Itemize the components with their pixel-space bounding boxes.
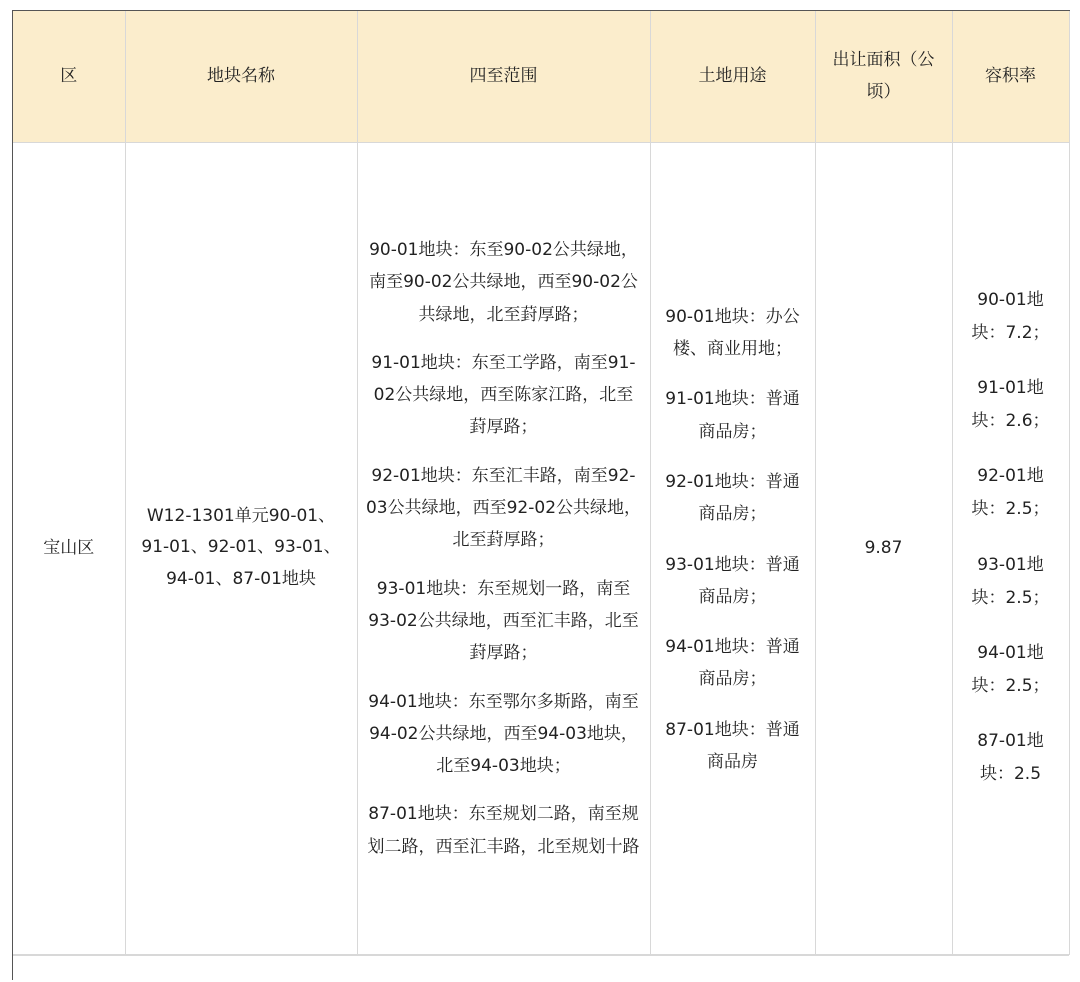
land-use-list bbox=[651, 301, 815, 779]
header-boundaries: 四至范围 bbox=[357, 11, 650, 143]
boundary-item-92-01: 92-01地块：东至汇丰路，南至92-03公共绿地，西至92-02公共绿地，北至葑厚路； bbox=[365, 465, 642, 551]
header-land-use: 土地用途 bbox=[650, 11, 815, 143]
boundary-item-91-01: 91-01地块：东至工学路，南至91-02公共绿地，西至陈家江路，北至葑厚路； bbox=[371, 352, 636, 438]
land-use-item-94-01: 94-01地块：普通商品房； bbox=[665, 637, 800, 690]
far-item-90-01: 90-01地块：7.2； bbox=[971, 289, 1050, 343]
land-parcel-table bbox=[13, 11, 1070, 955]
header-far: 容积率 bbox=[952, 11, 1069, 143]
far-item-92-01: 92-01地块：2.5； bbox=[971, 466, 1050, 520]
land-use-item-90-01: 90-01地块：办公楼、商业用地； bbox=[665, 306, 800, 360]
header-district: 区 bbox=[13, 11, 125, 143]
far-item-94-01: 94-01地块：2.5； bbox=[971, 642, 1050, 696]
far-item-93-01: 93-01地块：2.5； bbox=[971, 554, 1050, 608]
header-area: 出让面积（公顷） bbox=[815, 11, 952, 143]
parcel-name-value: W12-1301单元90-01、91-01、92-01、93-01、94-01、87-01地块 bbox=[141, 505, 341, 589]
land-parcel-table-container bbox=[12, 10, 1070, 980]
cell-area bbox=[815, 143, 952, 955]
boundaries-list bbox=[358, 234, 650, 863]
far-item-87-01: 87-01地块：2.5 bbox=[977, 731, 1044, 785]
cell-parcel-name bbox=[125, 143, 357, 955]
cell-far bbox=[952, 143, 1069, 955]
land-use-item-91-01: 91-01地块：普通商品房； bbox=[665, 389, 800, 442]
land-use-item-92-01: 92-01地块：普通商品房； bbox=[665, 471, 800, 525]
header-parcel-name: 地块名称 bbox=[125, 11, 357, 143]
cell-district bbox=[13, 143, 125, 955]
boundary-item-94-01: 94-01地块：东至鄂尔多斯路，南至94-02公共绿地，西至94-03地块，北至94-03地块； bbox=[368, 691, 639, 777]
boundary-item-90-01: 90-01地块：东至90-02公共绿地，南至90-02公共绿地，西至90-02公共绿地，北至葑厚路； bbox=[369, 239, 638, 325]
cell-land-use bbox=[650, 143, 815, 955]
area-value: 9.87 bbox=[864, 537, 903, 558]
land-use-item-93-01: 93-01地块：普通商品房； bbox=[665, 554, 800, 607]
far-list bbox=[953, 284, 1069, 792]
district-value: 宝山区 bbox=[43, 537, 95, 558]
next-row-edge bbox=[13, 955, 1069, 982]
land-use-item-87-01: 87-01地块：普通商品房 bbox=[665, 719, 800, 772]
cell-boundaries bbox=[357, 143, 650, 955]
boundary-item-87-01: 87-01地块：东至规划二路，南至规划二路，西至汇丰路，北至规划十路 bbox=[367, 804, 640, 857]
far-item-91-01: 91-01地块：2.6； bbox=[971, 377, 1050, 432]
table-row bbox=[13, 143, 1069, 955]
table-header-row bbox=[13, 11, 1069, 143]
boundary-item-93-01: 93-01地块：东至规划一路，南至93-02公共绿地，西至汇丰路，北至葑厚路； bbox=[368, 578, 639, 664]
